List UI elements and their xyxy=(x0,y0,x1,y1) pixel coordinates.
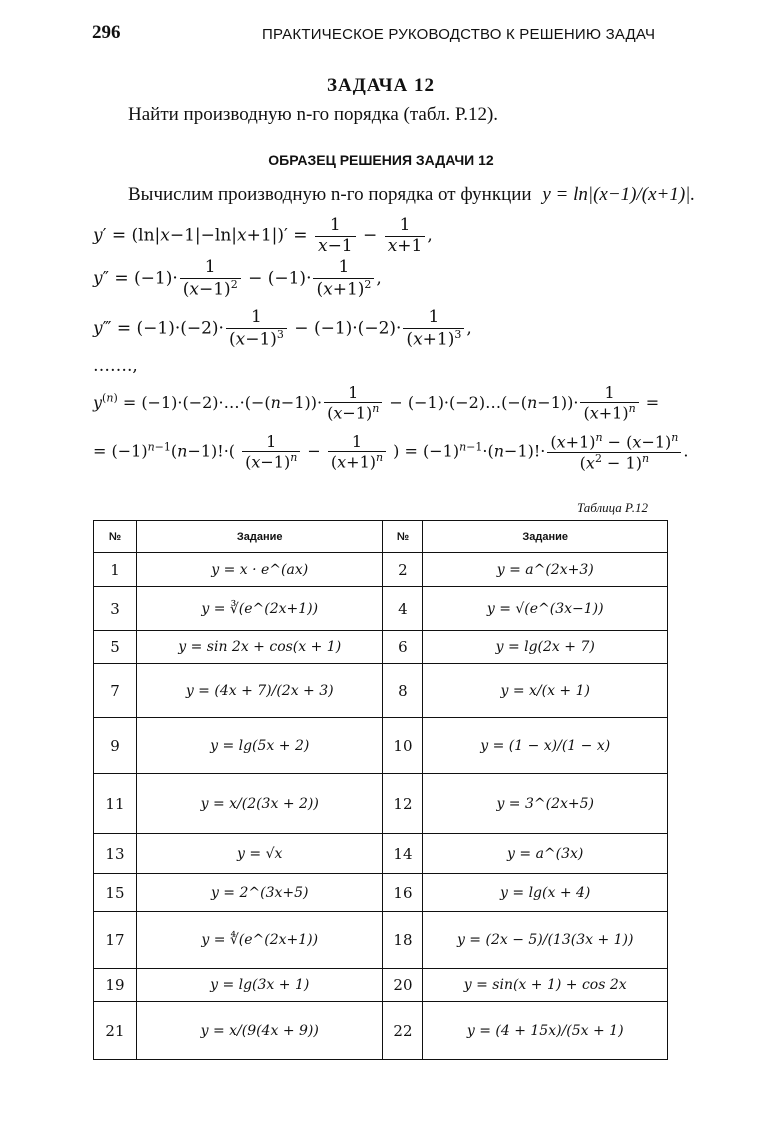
table-row xyxy=(94,553,668,587)
row-number: 18 xyxy=(383,912,423,969)
row-number: 16 xyxy=(383,874,423,912)
table-row xyxy=(94,874,668,912)
row-task: y = a^(2x+3) xyxy=(423,553,668,587)
page-number: 296 xyxy=(92,22,121,43)
derivation-first: y′ = (ln|x−1|−ln|x+1|)′ = $\frac{1}{x-1}$ − $\frac{1}{x+1}$ , xyxy=(93,215,433,256)
row-number: 10 xyxy=(383,718,423,774)
table-row xyxy=(94,912,668,969)
row-number: 21 xyxy=(94,1002,137,1060)
row-task: y = x/(9(4x + 9)) xyxy=(136,1002,383,1060)
row-number: 2 xyxy=(383,553,423,587)
row-number: 20 xyxy=(383,969,423,1002)
table-row xyxy=(94,1002,668,1060)
derivation-nth: $y^{(n)}$ = (−1)·(−2)·…·(−(n−1))· $\frac{1}{(x-1)^n}$ − (−1)·(−2)…(−(n−1))· $\frac{1}{(x+1)^n}$ = xyxy=(93,383,660,423)
header-number-1: № xyxy=(94,521,137,553)
row-number: 15 xyxy=(94,874,137,912)
row-number: 4 xyxy=(383,587,423,631)
table-row xyxy=(94,834,668,874)
row-number: 11 xyxy=(94,774,137,834)
row-task: y = x/(x + 1) xyxy=(423,664,668,718)
derivation-second: y″ = (−1)· $\frac{1}{(x-1)^2}$ − (−1)· $\frac{1}{(x+1)^2}$ , xyxy=(93,257,382,300)
row-task: y = 3^(2x+5) xyxy=(423,774,668,834)
row-task: y = √x xyxy=(136,834,383,874)
row-task: y = lg(x + 4) xyxy=(423,874,668,912)
row-task: y = ∜(e^(2x+1)) xyxy=(136,912,383,969)
sample-intro-line xyxy=(128,184,695,206)
row-task: y = (2x − 5)/(13(3x + 1)) xyxy=(423,912,668,969)
row-task: y = lg(2x + 7) xyxy=(423,631,668,664)
row-number: 9 xyxy=(94,718,137,774)
table-row xyxy=(94,631,668,664)
table-row xyxy=(94,718,668,774)
row-task: y = sin 2x + cos(x + 1) xyxy=(136,631,383,664)
row-number: 13 xyxy=(94,834,137,874)
row-number: 3 xyxy=(94,587,137,631)
derivation-result: = $(-1)^{n-1}(n-1)!\cdot$( $\frac{1}{(x-1)^n}$ − $\frac{1}{(x+1)^n}$ ) = $(-1)^{n-1}\cdot(n-1)!\cdot$ $\frac{(x+1)^n - (x-1)^n}{(x^2 - 1)^n}$ . xyxy=(93,431,689,473)
tasks-table xyxy=(93,520,668,1060)
row-number: 5 xyxy=(94,631,137,664)
row-number: 19 xyxy=(94,969,137,1002)
row-number: 8 xyxy=(383,664,423,718)
sample-title: ОБРАЗЕЦ РЕШЕНИЯ ЗАДАЧИ 12 xyxy=(268,152,494,168)
table-header-row xyxy=(94,521,668,553)
header-task-1: Задание xyxy=(136,521,383,553)
row-number: 7 xyxy=(94,664,137,718)
sample-intro: Вычислим производную n-го порядка от функции xyxy=(128,184,532,205)
header-number-2: № xyxy=(383,521,423,553)
task-title: ЗАДАЧА 12 xyxy=(326,75,436,96)
row-task: y = sin(x + 1) + cos 2x xyxy=(423,969,668,1002)
table-row xyxy=(94,664,668,718)
table-caption: Таблица Р.12 xyxy=(577,500,648,515)
table-row xyxy=(94,969,668,1002)
row-number: 14 xyxy=(383,834,423,874)
row-number: 6 xyxy=(383,631,423,664)
row-task: y = lg(5x + 2) xyxy=(136,718,383,774)
row-task: y = ∛(e^(2x+1)) xyxy=(136,587,383,631)
derivation-third: y‴ = (−1)·(−2)· $\frac{1}{(x-1)^3}$ − (−1)·(−2)· $\frac{1}{(x+1)^3}$ , xyxy=(93,307,472,350)
row-task: y = a^(3x) xyxy=(423,834,668,874)
row-task: y = lg(3x + 1) xyxy=(136,969,383,1002)
derivation-ellipsis: ……., xyxy=(93,356,138,376)
task-statement: Найти производную n-го порядка (табл. Р.12). xyxy=(128,104,499,125)
header-task-2: Задание xyxy=(423,521,668,553)
row-task: y = x/(2(3x + 2)) xyxy=(136,774,383,834)
row-task: y = √(e^(3x−1)) xyxy=(423,587,668,631)
sample-function: y = ln|(x−1)/(x+1)|. xyxy=(542,184,696,205)
row-task: y = x · e^(ax) xyxy=(136,553,383,587)
running-title: ПРАКТИЧЕСКОЕ РУКОВОДСТВО К РЕШЕНИЮ ЗАДАЧ xyxy=(262,26,656,43)
row-number: 17 xyxy=(94,912,137,969)
row-task: y = 2^(3x+5) xyxy=(136,874,383,912)
table-row xyxy=(94,774,668,834)
table-row xyxy=(94,587,668,631)
row-number: 1 xyxy=(94,553,137,587)
row-task: y = (4x + 7)/(2x + 3) xyxy=(136,664,383,718)
row-task: y = (1 − x)/(1 − x) xyxy=(423,718,668,774)
row-task: y = (4 + 15x)/(5x + 1) xyxy=(423,1002,668,1060)
row-number: 22 xyxy=(383,1002,423,1060)
row-number: 12 xyxy=(383,774,423,834)
